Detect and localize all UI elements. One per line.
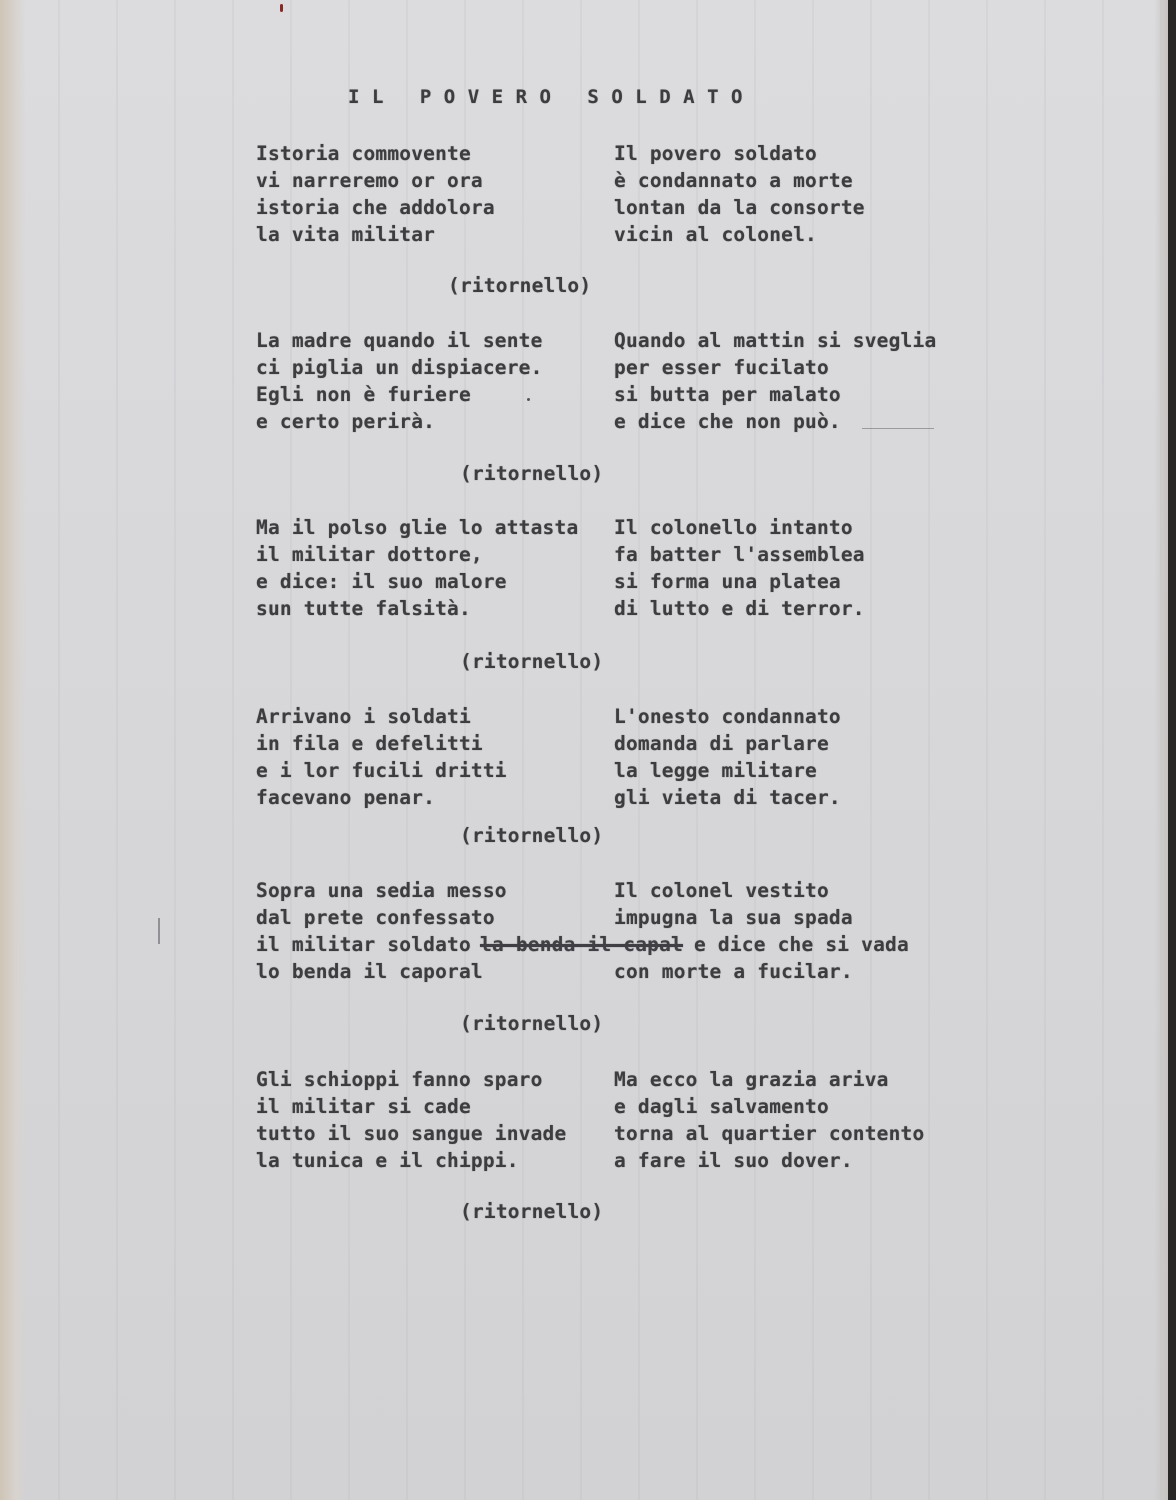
margin-tick — [158, 918, 160, 944]
paper-edge-left — [0, 0, 26, 1500]
refrain-marker-6: (ritornello) — [460, 1200, 604, 1223]
stanza-4-left-line-4: facevano penar. — [256, 786, 436, 809]
stanza-4-left-line-2: in fila e defelitti — [256, 732, 483, 755]
stanza-6-right-line-2: e dagli salvamento — [614, 1095, 829, 1118]
stanza-6-left-line-1: Gli schioppi fanno sparo — [256, 1068, 543, 1091]
song-title: IL POVERO SOLDATO — [348, 86, 755, 108]
stanza-2-left-line-1: La madre quando il sente — [256, 329, 543, 352]
stanza-1-right-line-1: Il povero soldato — [614, 142, 817, 165]
stanza-2-right-line-1: Quando al mattin si sveglia — [614, 329, 937, 352]
ink-dot — [527, 398, 530, 401]
stanza-1-right-line-4: vicin al colonel. — [614, 223, 817, 246]
stanza-1-right-line-3: lontan da la consorte — [614, 196, 865, 219]
stanza-2-left-line-3: Egli non è furiere — [256, 383, 471, 406]
stanza-2-left-line-4: e certo perirà. — [256, 410, 436, 433]
refrain-marker-2: (ritornello) — [460, 462, 604, 485]
stanza-4-right-line-3: la legge militare — [614, 759, 817, 782]
stanza-4-left-line-3: e i lor fucili dritti — [256, 759, 507, 782]
stanza-2-right-line-2: per esser fucilato — [614, 356, 829, 379]
stanza-5-left-line-2: dal prete confessato — [256, 906, 495, 929]
stanza-2-left-line-2: ci piglia un dispiacere. — [256, 356, 543, 379]
stanza-3-left-line-2: il militar dottore, — [256, 543, 483, 566]
stanza-6-right-line-4: a fare il suo dover. — [614, 1149, 853, 1172]
stanza-6-left-line-4: la tunica e il chippi. — [256, 1149, 519, 1172]
stanza-1-left-line-1: Istoria commovente — [256, 142, 471, 165]
stanza-3-left-line-4: sun tutte falsità. — [256, 597, 471, 620]
stanza-6-left-line-3: tutto il suo sangue invade — [256, 1122, 567, 1145]
refrain-marker-1: (ritornello) — [448, 274, 592, 297]
stanza-6-left-line-2: il militar si cade — [256, 1095, 471, 1118]
stanza-6-right-line-3: torna al quartier contento — [614, 1122, 925, 1145]
stanza-5-left-line-4: lo benda il caporal — [256, 960, 483, 983]
stanza-3-left-line-3: e dice: il suo malore — [256, 570, 507, 593]
stanza-3-left-line-1: Ma il polso glie lo attasta — [256, 516, 579, 539]
stanza-2-right-line-4: e dice che non può. — [614, 410, 841, 433]
struck-out-text: la benda il capal — [480, 933, 683, 956]
refrain-marker-3: (ritornello) — [460, 650, 604, 673]
stanza-5-left-line-1: Sopra una sedia messo — [256, 879, 507, 902]
stanza-4-right-line-4: gli vieta di tacer. — [614, 786, 841, 809]
stanza-5-left-line-3: il militar soldato — [256, 933, 471, 956]
stanza-3-right-line-1: Il colonello intanto — [614, 516, 853, 539]
stanza-4-right-line-1: L'onesto condannato — [614, 705, 841, 728]
stanza-4-right-line-2: domanda di parlare — [614, 732, 829, 755]
refrain-marker-4: (ritornello) — [460, 824, 604, 847]
stanza-5-right-line-4: con morte a fucilar. — [614, 960, 853, 983]
stanza-1-left-line-4: la vita militar — [256, 223, 436, 246]
paper-edge-right — [1154, 0, 1168, 1500]
stanza-1-left-line-2: vi narreremo or ora — [256, 169, 483, 192]
stanza-3-right-line-2: fa batter l'assemblea — [614, 543, 865, 566]
stanza-1-left-line-3: istoria che addolora — [256, 196, 495, 219]
stanza-3-right-line-3: si forma una platea — [614, 570, 841, 593]
stanza-5-right-line-1: Il colonel vestito — [614, 879, 829, 902]
stanza-4-left-line-1: Arrivano i soldati — [256, 705, 471, 728]
refrain-marker-5: (ritornello) — [460, 1012, 604, 1035]
stanza-2-right-line-3: si butta per malato — [614, 383, 841, 406]
pencil-stroke — [862, 428, 934, 429]
stanza-3-right-line-4: di lutto e di terror. — [614, 597, 865, 620]
ink-spot — [280, 4, 283, 12]
stanza-5-right-line-3: e dice che si vada — [694, 933, 909, 956]
stanza-1-right-line-2: è condannato a morte — [614, 169, 853, 192]
stanza-5-right-line-2: impugna la sua spada — [614, 906, 853, 929]
stanza-6-right-line-1: Ma ecco la grazia ariva — [614, 1068, 889, 1091]
